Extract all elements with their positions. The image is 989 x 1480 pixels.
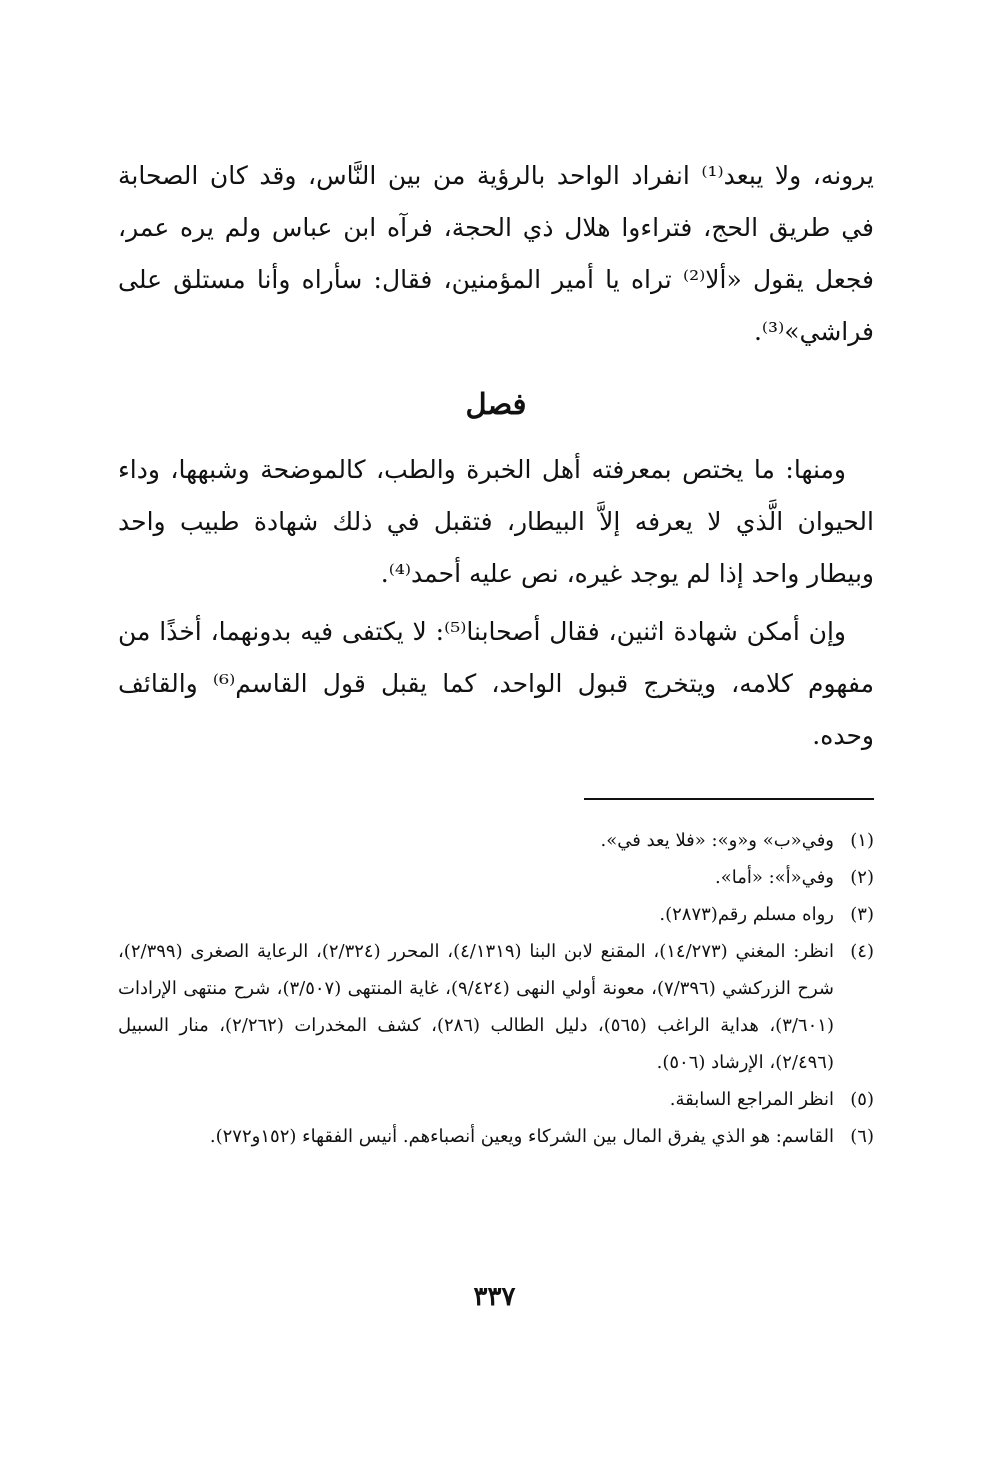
footnote [118,933,874,1081]
footnote-text: وفي«ب» و«و»: «فلا يعد في». [600,830,834,851]
footnote-number: (٣) [850,904,874,925]
paragraph-2: ومنها: ما يختص بمعرفته أهل الخبرة والطب، كالموضحة وشبهها، وداء الحيوان الَّذي لا يعرفه إلاَّ البيطار، فتقبل في ذلك شهادة طبيب واحد وبيطار واحد إذا لم يوجد غيره، نص عليه أحمد⁽⁴⁾. [118,455,874,588]
paragraph-1: يرونه، ولا يبعد⁽¹⁾ انفراد الواحد بالرؤية من بين النَّاس، وقد كان الصحابة في طريق الحج، فتراءوا هلال ذي الحجة، فرآه ابن عباس ولم يره عمر، فجعل يقول «ألا⁽²⁾ تراه يا أمير المؤمنين، فقال: سأراه وأنا مستلق على فراشي»⁽³⁾. [118,161,875,346]
footnote-text: انظر المراجع السابقة. [669,1089,834,1110]
footnote-number: (٦) [850,1126,874,1147]
section-heading: فصل [465,387,527,421]
footnote-number: (٥) [850,1089,874,1110]
footnote [118,822,874,859]
footnote [118,1081,874,1118]
footnote-number: (٢) [850,867,874,888]
paragraph-3: وإن أمكن شهادة اثنين، فقال أصحابنا⁽⁵⁾: لا يكتفى فيه بدونهما، أخذًا من مفهوم كلامه، ويتخرج قبول الواحد، كما يقبل قول القاسم⁽⁶⁾ والقائف وحده. [118,617,874,750]
footnote-text: رواه مسلم رقم(٢٨٧٣). [659,904,834,925]
footnote [118,896,874,933]
footnote-number: (٤) [850,941,874,962]
footnote-text: القاسم: هو الذي يفرق المال بين الشركاء ويعين أنصباءهم. أنيس الفقهاء (١٥٢و٢٧٢). [209,1126,834,1147]
footnotes [118,822,874,1155]
footnote [118,859,874,896]
footnote [118,1118,874,1155]
footnote-text: انظر: المغني (١٤/٢٧٣)، المقنع لابن البنا (٤/١٣١٩)، المحرر (٢/٣٢٤)، الرعاية الصغرى (٢/٣٩٩)، شرح الزركشي (٧/٣٩٦)، معونة أولي النهى (٩/٤٢٤)، غاية المنتهى (٣/٥٠٧)، شرح منتهى الإرادات (٣/٦٠١)، هداية الراغب (٥٦٥)، دليل الطالب (٢٨٦)، كشف المخدرات (٢/٢٦٢)، منار السبيل (٢/٤٩٦)، الإرشاد (٥٠٦). [118,941,835,1073]
footnote-text: وفي«أ»: «أما». [715,867,834,888]
footnote-number: (١) [850,830,874,851]
footnote-divider [584,798,874,800]
page-body [118,150,875,1147]
page-number: ٣٣٧ [473,1282,516,1312]
